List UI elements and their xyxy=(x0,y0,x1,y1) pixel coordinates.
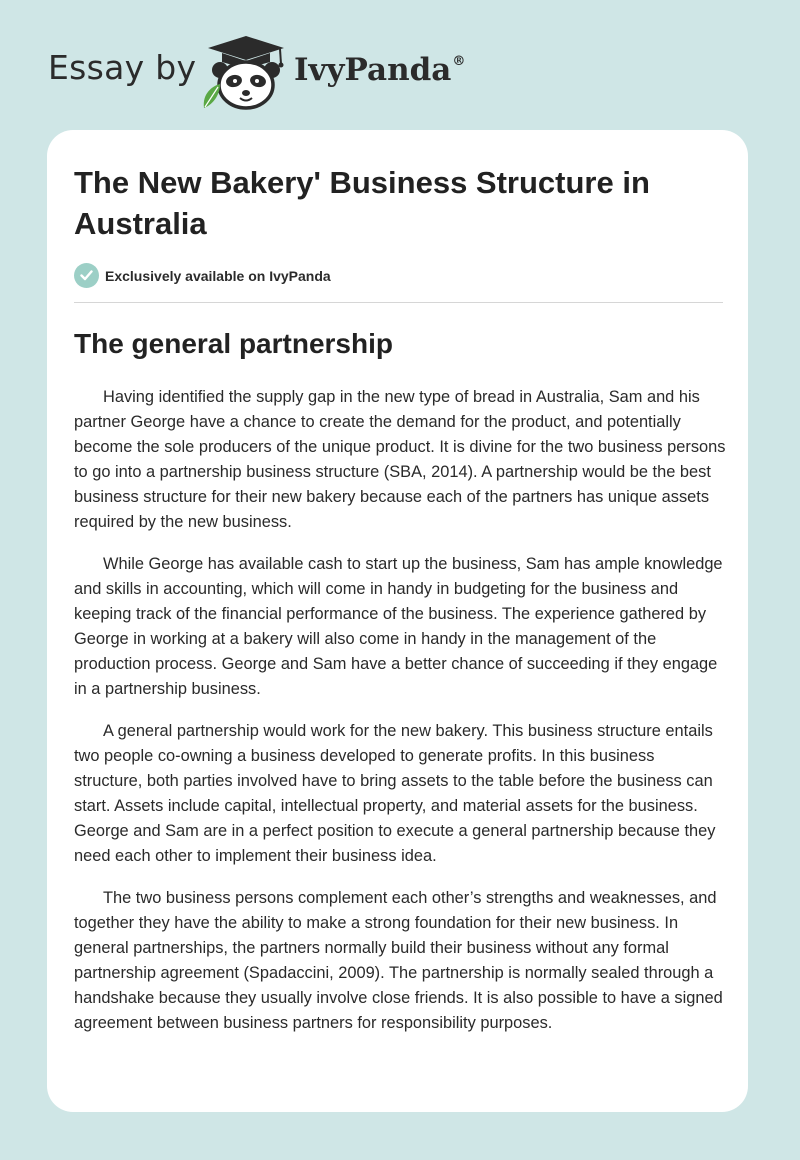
brand-name-text: IvyPanda xyxy=(294,52,452,88)
registered-mark: ® xyxy=(452,54,466,69)
site-header xyxy=(0,0,800,130)
essay-by-label: Essay by xyxy=(48,48,197,87)
check-icon xyxy=(74,263,99,288)
exclusive-label: Exclusively available on IvyPanda xyxy=(105,267,331,284)
panda-graduate-logo-icon[interactable] xyxy=(200,34,292,110)
paragraph: A general partnership would work for the new bakery. This business structure entails two people co-owning a business developed to generate profits. In this business structure, both parties involved have to bring assets to the table before the business can start. Assets include capital, intellectual property, and material assets for the business. George and Sam are in a perfect position to execute a general partnership because they need each other to implement their business idea. xyxy=(74,722,716,865)
paragraph: The two business persons complement each other’s strengths and weaknesses, and together they have the ability to make a strong foundation for their new business. In general partnerships, the partners normally build their business without any formal partnership agreement (Spadaccini, 2009). The partnership is normally sealed through a handshake because they usually involve close friends. It is also possible to have a signed agreement between business partners for responsibility purposes. xyxy=(74,889,723,1032)
divider xyxy=(74,302,723,303)
section-heading: The general partnership xyxy=(74,328,393,359)
exclusive-badge xyxy=(74,263,331,288)
essay-title: The New Bakery' Business Structure in Australia xyxy=(74,165,650,241)
essay-body xyxy=(74,385,726,1053)
paragraph: While George has available cash to start up the business, Sam has ample knowledge and skills in accounting, which will come in handy in budgeting for the business and keeping track of the financial performance of the business. The experience gathered by George in working at a bakery will also come in handy in the management of the production process. George and Sam have a better chance of succeeding if they engage in a partnership business. xyxy=(74,555,723,698)
essay-card xyxy=(47,130,748,1112)
paragraph: Having identified the supply gap in the new type of bread in Australia, Sam and his partner George have a chance to create the demand for the product, and potentially become the sole producers of the unique product. It is divine for the two business persons to go into a partnership business structure (SBA, 2014). A partnership would be the best business structure for their new bakery because each of the partners has unique assets required by the new business. xyxy=(74,388,726,531)
checkmark-glyph-icon xyxy=(80,270,93,281)
brand-name[interactable] xyxy=(294,52,465,88)
